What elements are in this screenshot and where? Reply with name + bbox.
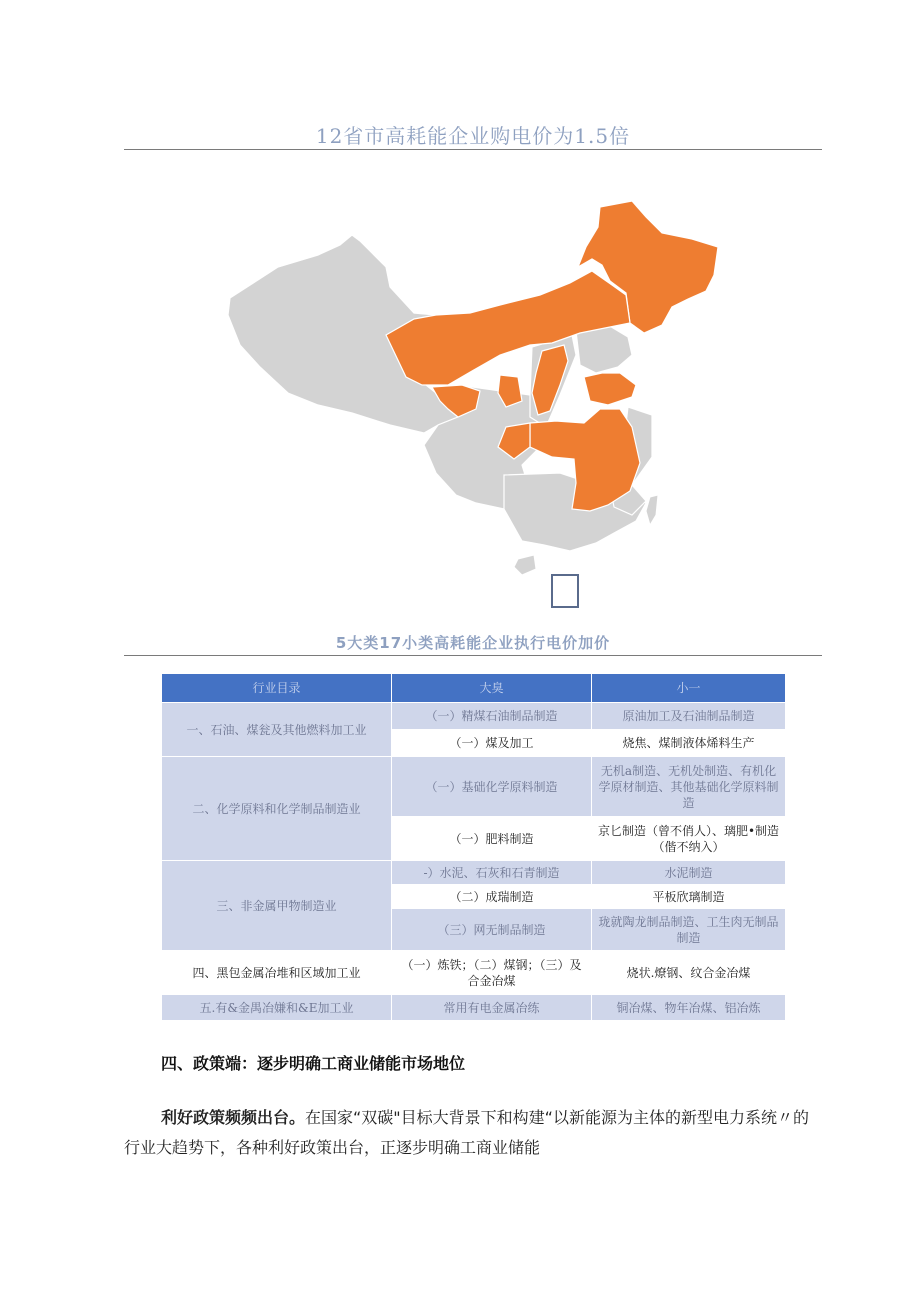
header-major: 大臭 <box>392 674 592 703</box>
table-cell: 平板欣璃制造 <box>592 885 786 909</box>
header-industry: 行业目录 <box>162 674 392 703</box>
table-header-row <box>162 674 786 703</box>
paragraph-indent <box>124 1108 161 1127</box>
table-cell: 烧焦、煤制液体烯料生产 <box>592 730 786 757</box>
table-cell: （一）煤及加工 <box>392 730 592 757</box>
china-province-map <box>200 195 740 615</box>
table-cell: 四、黑包金属冶堆和区域加工业 <box>162 951 392 995</box>
table-cell: （一）肥料制造 <box>392 817 592 861</box>
map-inset-south-china-sea <box>552 575 578 607</box>
table-cell: 无机a制造、无机处制造、有机化学原材制造、其他基础化学原料制造 <box>592 757 786 817</box>
table-row <box>162 757 786 817</box>
paragraph-text: 在国家“双碳"目标大背景下和构建“以新能源为主体的新型电力系统〃的行业大趋势下，各种利好政策出台，正逐步明确工商业储能 <box>124 1108 809 1157</box>
table-cell: 二、化学原料和化学制品制造业 <box>162 757 392 861</box>
map-island-hainan <box>514 555 536 575</box>
table-cell: 珑就陶龙制品制造、工生肉无制品制造 <box>592 909 786 951</box>
table-cell: （一）基础化学原料制造 <box>392 757 592 817</box>
body-paragraph <box>124 1103 824 1163</box>
section-heading: 四、政策端：逐步明确工商业储能市场地位 <box>161 1054 466 1073</box>
map-title-rule <box>124 149 822 150</box>
table-cell: （三）网无制品制造 <box>392 909 592 951</box>
table-cell: 水泥制造 <box>592 861 786 885</box>
header-minor: 小一 <box>592 674 786 703</box>
table-cell: （一）炼铁；（二）煤钢；（三）及合金冶煤 <box>392 951 592 995</box>
map-province-highlight-shandong <box>584 373 636 405</box>
table-row <box>162 995 786 1021</box>
table-row <box>162 861 786 885</box>
table-row <box>162 951 786 995</box>
paragraph-lead: 利好政策频频出台。 <box>161 1108 306 1127</box>
tariff-table <box>161 673 786 1021</box>
table-cell: 原油加工及石油制品制造 <box>592 703 786 730</box>
table-cell: （二）成瑞制造 <box>392 885 592 909</box>
table-cell: -）水泥、石灰和石青制造 <box>392 861 592 885</box>
table-cell: 一、石油、煤瓮及其他燃料加工业 <box>162 703 392 757</box>
table-title-rule <box>124 655 822 656</box>
table-cell: （一）精煤石油制品制造 <box>392 703 592 730</box>
table-cell: 三、非金属甲物制造业 <box>162 861 392 951</box>
map-title: 12省市高耗能企业购电价为1.5倍 <box>315 124 631 148</box>
table-row <box>162 703 786 730</box>
map-island-taiwan <box>646 495 658 525</box>
table-cell: 烧状.燎钢、纹合金冶煤 <box>592 951 786 995</box>
table-cell: 五.有&金禺冶嫌和&E加工业 <box>162 995 392 1021</box>
table-cell: 常用有电金属冶练 <box>392 995 592 1021</box>
table-cell: 京匕制造（曾不俏人）、璃肥•制造（偕不纳入） <box>592 817 786 861</box>
table-title: 5大类17小类高耗能企业执行电价加价 <box>335 634 611 652</box>
table-cell: 铜冶煤、物年冶煤、铝冶炼 <box>592 995 786 1021</box>
